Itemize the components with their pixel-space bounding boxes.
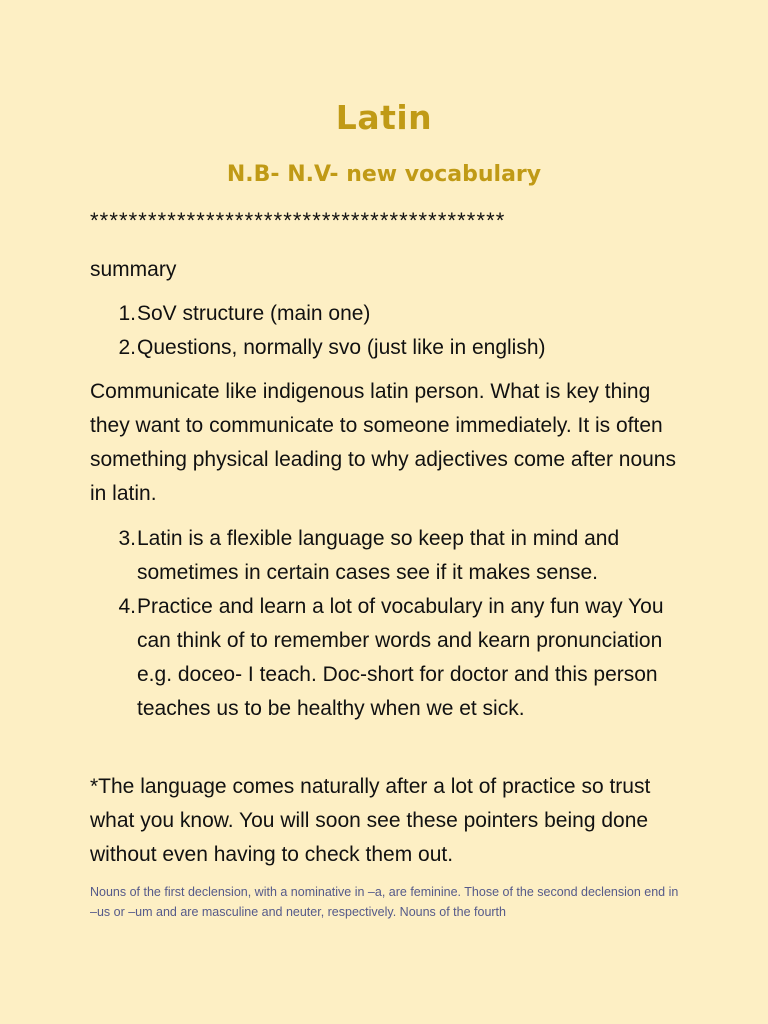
declension-note-text: Nouns of the first declension, with a nominative in –a, are feminine. Those of the second declension end in –us or –um and are masculine and neuter, respectively. Nouns of the fourth bbox=[90, 885, 679, 919]
list-item-text: Questions, normally svo (just like in english) bbox=[137, 336, 546, 359]
page-title: Latin bbox=[335, 98, 433, 137]
paragraph-communicate: Communicate like indigenous latin person. What is key thing they want to communicate to someone immediately. It is often something physical leading to why adjectives come after nouns in latin. bbox=[90, 380, 676, 505]
list-item bbox=[90, 297, 680, 331]
summary-label: summary bbox=[90, 258, 177, 281]
list-item-text: Latin is a flexible language so keep that in mind and sometimes in certain cases see if it makes sense. bbox=[137, 527, 620, 584]
list-item-number: 2. bbox=[118, 336, 136, 359]
list-item bbox=[90, 522, 680, 590]
list-item-number: 4. bbox=[118, 595, 136, 618]
numbered-list-one bbox=[90, 297, 680, 365]
list-item-number: 1. bbox=[118, 302, 136, 325]
paragraph-practice-note: *The language comes naturally after a lot of practice so trust what you know. You will soon see these pointers being done without even having to check them out. bbox=[90, 775, 651, 866]
list-item bbox=[90, 331, 680, 365]
asterisk-separator: ******************************************* bbox=[90, 208, 506, 233]
list-item-text: Practice and learn a lot of vocabulary in any fun way You can think of to remember words and kearn pronunciation e.g. doceo- I teach. Doc-short for doctor and this person teaches us to be healthy when we et sick. bbox=[137, 595, 664, 720]
page-subtitle: N.B- N.V- new vocabulary bbox=[226, 162, 542, 187]
list-item-number: 3. bbox=[118, 527, 136, 550]
numbered-list-two bbox=[90, 522, 680, 726]
list-item-text: SoV structure (main one) bbox=[137, 302, 371, 325]
list-item bbox=[90, 590, 680, 726]
